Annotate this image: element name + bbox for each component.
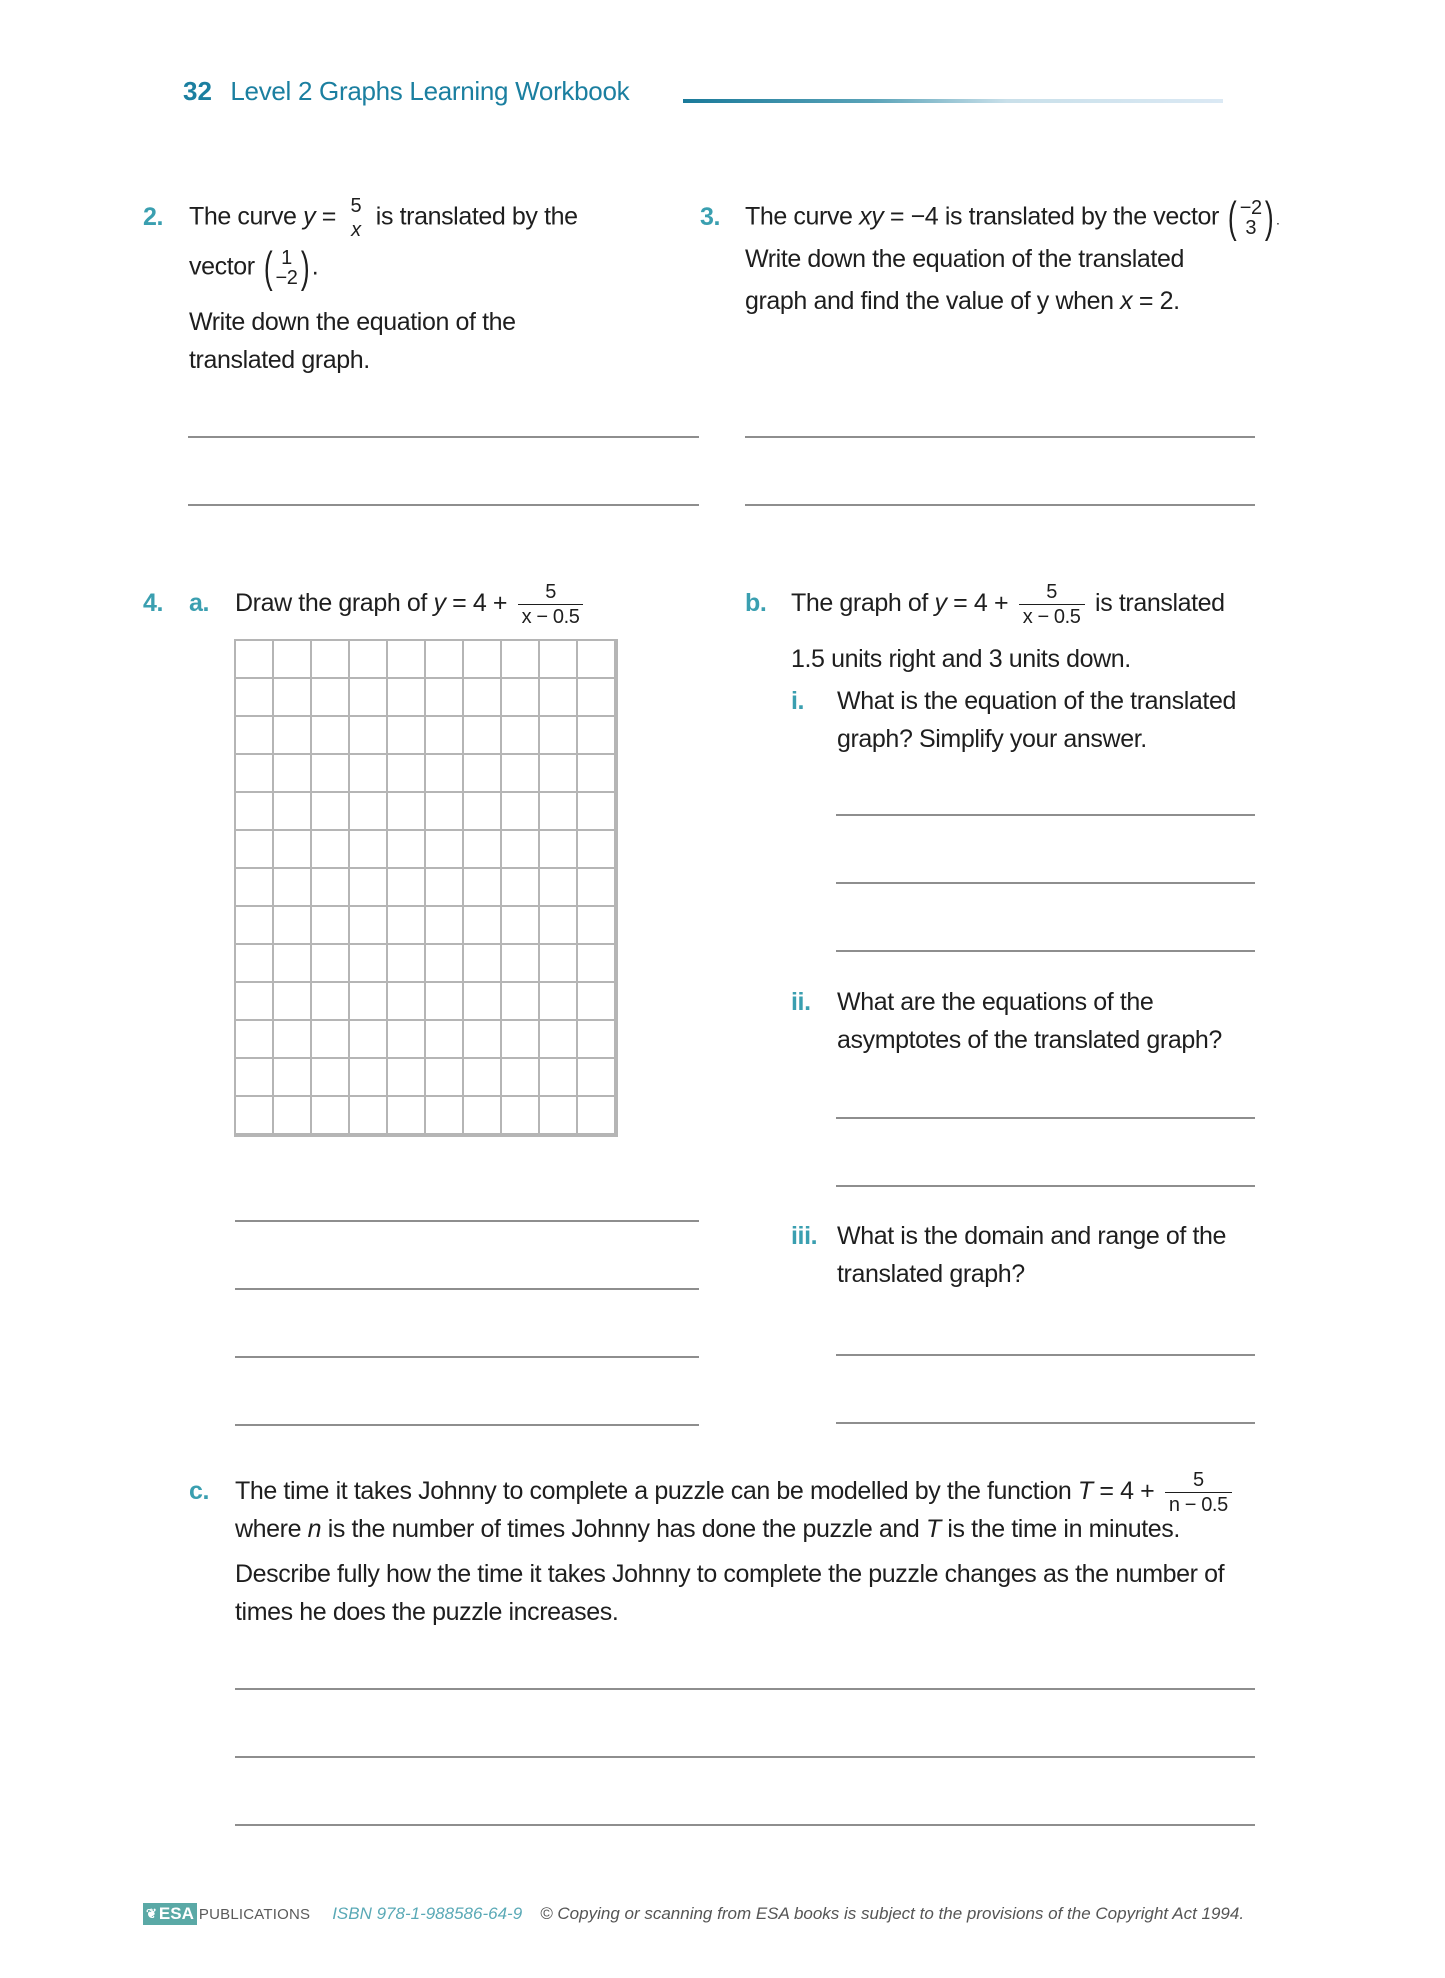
question-4c: c. The time it takes Johnny to complete a puzzle can be modelled by the function T = 4 + $\frac{5}{n - 0.5}$ xyxy=(189,1470,1236,1515)
answer-line[interactable] xyxy=(235,1220,699,1222)
header-rule xyxy=(683,99,1223,103)
part-label: c. xyxy=(189,1477,210,1506)
part-label: a. xyxy=(189,589,210,618)
page-header xyxy=(183,76,629,107)
copyright-notice: © Copying or scanning from ESA books is subject to the provisions of the Copyright Act 1994. xyxy=(540,1904,1245,1923)
isbn: ISBN 978-1-988586-64-9 xyxy=(332,1904,523,1923)
answer-line[interactable] xyxy=(836,814,1255,816)
question-4b-ii: ii. What are the equations of the asymptotes of the translated graph? xyxy=(791,988,1222,1054)
fraction: $\frac{5}{x - 0.5}$ xyxy=(518,582,584,627)
question-4c-instruction: Describe fully how the time it takes Johnny to complete the puzzle changes as the number of times he does the puzzle increases. xyxy=(235,1560,1225,1626)
answer-line[interactable] xyxy=(745,436,1255,438)
question-number: 4. xyxy=(143,589,164,618)
answer-line[interactable] xyxy=(235,1824,1255,1826)
answer-line[interactable] xyxy=(745,504,1255,506)
answer-line[interactable] xyxy=(235,1756,1255,1758)
answer-line[interactable] xyxy=(836,882,1255,884)
fraction: $\frac{5}{n - 0.5}$ xyxy=(1165,1470,1232,1515)
answer-line[interactable] xyxy=(836,1185,1255,1187)
column-vector: ( −2 3 ) xyxy=(1228,193,1274,242)
page-footer xyxy=(143,1903,1244,1925)
question-4b: b. The graph of y = 4 + $\frac{5}{x - 0.5}$ is translated xyxy=(745,581,1225,628)
answer-line[interactable] xyxy=(188,504,699,506)
question-2-instruction: Write down the equation of the translated graph. xyxy=(189,308,516,374)
question-3-instruction: Write down the equation of the translated graph and find the value of y when x = 2. xyxy=(745,245,1184,315)
question-4c-line2: where n is the number of times Johnny has done the puzzle and T is the time in minutes. xyxy=(235,1515,1180,1543)
page-number: 32 xyxy=(183,76,212,106)
question-4b-line2: 1.5 units right and 3 units down. xyxy=(791,645,1131,673)
question-4a: 4. a. Draw the graph of y = 4 + $\frac{5}{x - 0.5}$ xyxy=(143,582,587,627)
graph-grid[interactable] xyxy=(234,639,618,1137)
publisher-name: PUBLICATIONS xyxy=(198,1905,311,1923)
question-2-vector-line: vector ( 1 −2 ) . xyxy=(189,243,319,292)
answer-line[interactable] xyxy=(836,1354,1255,1356)
part-label: b. xyxy=(745,589,767,618)
esa-logo: ❦ ESA xyxy=(143,1903,197,1925)
answer-line[interactable] xyxy=(836,950,1255,952)
question-2: 2. The curve y = 5 x is translated by the xyxy=(143,195,578,241)
answer-line[interactable] xyxy=(235,1688,1255,1690)
fraction: 5 x xyxy=(350,195,362,241)
question-3: 3. The curve xy = −4 is translated by the vector ( −2 3 ) . xyxy=(700,193,1280,242)
answer-line[interactable] xyxy=(188,436,699,438)
question-number: 3. xyxy=(700,202,721,231)
question-number: 2. xyxy=(143,202,164,231)
answer-line[interactable] xyxy=(235,1288,699,1290)
answer-line[interactable] xyxy=(836,1422,1255,1424)
column-vector: ( 1 −2 ) xyxy=(264,243,309,292)
answer-line[interactable] xyxy=(235,1424,699,1426)
book-title: Level 2 Graphs Learning Workbook xyxy=(230,76,630,106)
question-4b-i: i. What is the equation of the translated graph? Simplify your answer. xyxy=(791,687,1236,753)
answer-line[interactable] xyxy=(836,1117,1255,1119)
question-4b-iii: iii. What is the domain and range of the translated graph? xyxy=(791,1222,1227,1288)
answer-line[interactable] xyxy=(235,1356,699,1358)
fraction: $\frac{5}{x - 0.5}$ xyxy=(1019,582,1085,627)
leaf-icon: ❦ xyxy=(146,1906,157,1921)
